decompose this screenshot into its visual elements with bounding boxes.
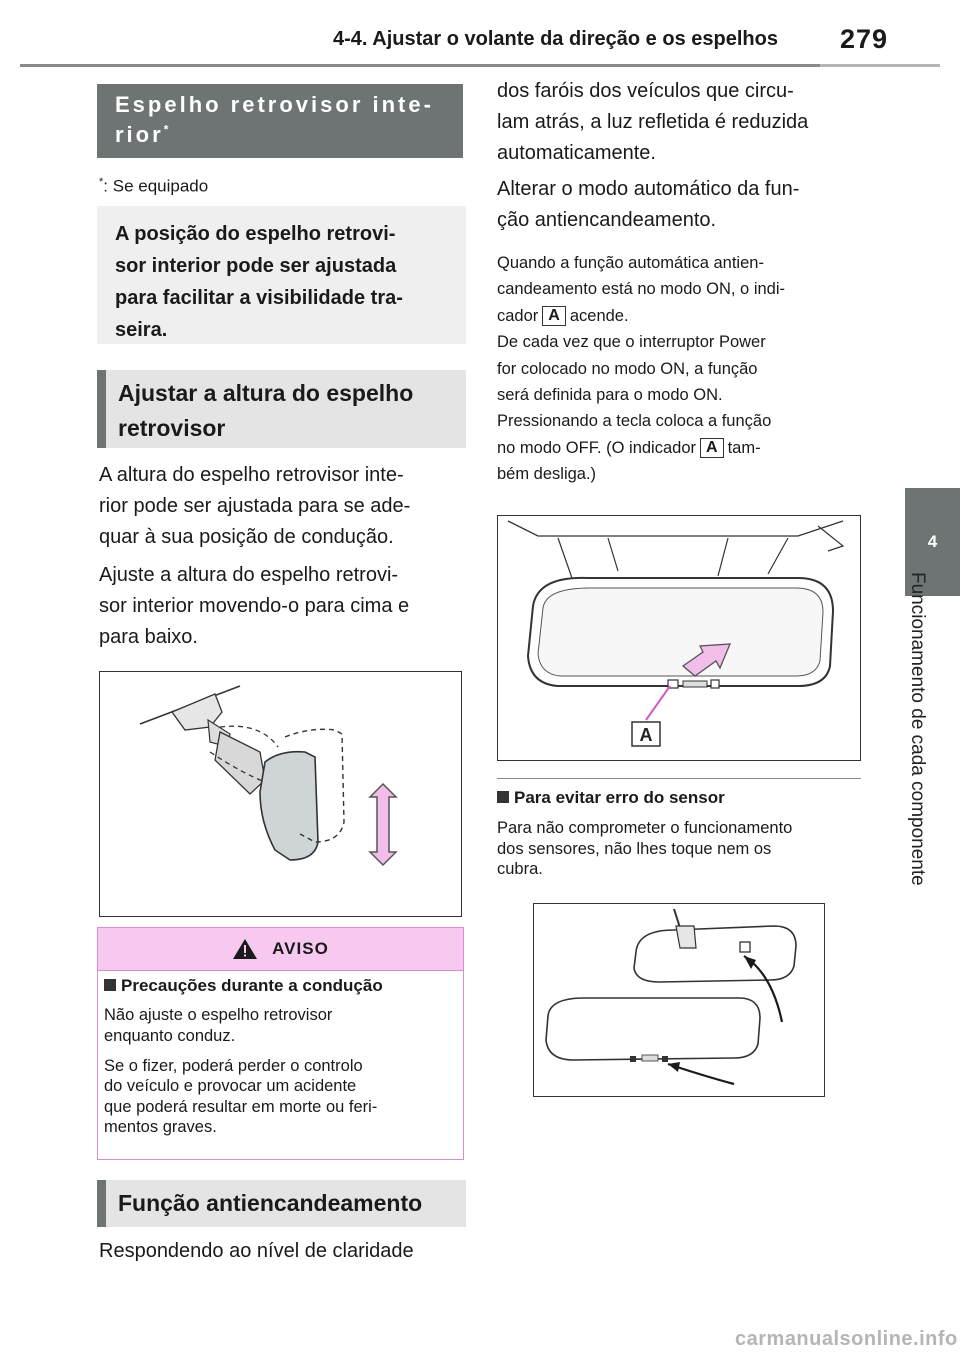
- sensor-heading-text: Para evitar erro do sensor: [514, 788, 725, 807]
- warning-title: AVISO: [272, 939, 329, 958]
- square-bullet-icon: [104, 979, 116, 991]
- main-heading-line2: rior: [115, 121, 164, 147]
- note-line: no modo OFF. (O indicador: [497, 438, 696, 457]
- paragraph-line: lam atrás, a luz refletida é reduzida: [497, 111, 809, 133]
- height-heading-line: retrovisor: [118, 414, 226, 441]
- paragraph-line: Ajuste a altura do espelho retrovi-: [99, 564, 399, 586]
- paragraph-line: automaticamente.: [497, 142, 656, 164]
- sensor-heading: [497, 788, 725, 808]
- section-divider: [497, 778, 861, 779]
- note-line: acende.: [569, 306, 629, 325]
- note-line: for colocado no modo ON, a função: [497, 359, 758, 378]
- footnote: [99, 176, 208, 197]
- warning-line: Não ajuste o espelho retrovisor: [104, 1006, 333, 1025]
- height-heading-line: Ajustar a altura do espelho: [118, 380, 414, 406]
- paragraph-line: sor interior movendo-o para cima e: [99, 595, 410, 617]
- footnote-mark: *: [99, 176, 104, 188]
- warning-line: que poderá resultar em morte ou feri-: [104, 1097, 378, 1116]
- summary-line: para facilitar a visibilidade tra-: [115, 287, 403, 309]
- paragraph-line: ção antiencandeamento.: [497, 209, 717, 231]
- page-number: 279: [840, 24, 889, 54]
- section-title: 4-4. Ajustar o volante da direção e os espelhos: [333, 28, 778, 50]
- header-rule: [20, 64, 820, 67]
- warning-box: [97, 927, 464, 1160]
- height-paragraph-2: [99, 560, 469, 653]
- note-line: candeamento está no modo ON, o indi-: [497, 280, 786, 299]
- main-heading-mark: *: [163, 122, 172, 137]
- sensor-text: [497, 818, 867, 880]
- note-line: tam-: [727, 438, 761, 457]
- indicator-label: A: [700, 438, 724, 458]
- anti-glare-heading: Função antiencandeamento: [97, 1180, 466, 1227]
- header-rule-secondary: [820, 64, 940, 67]
- anti-glare-mirror-figure: [497, 515, 861, 761]
- anti-glare-mirror-illustration: [498, 516, 859, 759]
- mirror-height-illustration: [100, 672, 460, 915]
- indicator-label: A: [542, 306, 566, 326]
- warning-line: enquanto conduz.: [104, 1026, 236, 1045]
- figure-label-a: A: [639, 725, 653, 745]
- sensor-line: dos sensores, não lhes toque nem os: [497, 839, 772, 858]
- warning-subheading-text: Precauções durante a condução: [121, 976, 383, 995]
- paragraph-line: Alterar o modo automático da fun-: [497, 178, 800, 200]
- note-line: Quando a função automática antien-: [497, 254, 764, 272]
- sensor-figure: [533, 903, 825, 1097]
- paragraph-line: rior pode ser ajustada para se ade-: [99, 495, 411, 517]
- sensor-illustration: [534, 904, 823, 1095]
- warning-paragraph-2: [104, 1056, 457, 1139]
- chapter-number: 4: [927, 532, 938, 551]
- height-heading: [97, 370, 466, 448]
- continuation-paragraph: [497, 76, 867, 169]
- summary-line: A posição do espelho retrovi-: [115, 223, 396, 245]
- mirror-height-figure: [99, 671, 462, 917]
- main-heading-line1: Espelho retrovisor inte-: [115, 92, 434, 117]
- warning-line: do veículo e provocar um acidente: [104, 1077, 357, 1096]
- paragraph-line: para baixo.: [99, 626, 198, 648]
- footnote-text: : Se equipado: [103, 176, 209, 196]
- square-bullet-icon: [497, 791, 509, 803]
- watermark: carmanualsonline.info: [735, 1328, 958, 1350]
- change-mode-paragraph: [497, 174, 867, 236]
- paragraph-line: quar à sua posição de condução.: [99, 526, 394, 548]
- warning-body: [98, 971, 463, 1151]
- chapter-title-vertical: Funcionamento de cada componente: [907, 572, 928, 886]
- warning-header: [98, 928, 463, 971]
- anti-glare-start: Respondendo ao nível de claridade: [99, 1240, 414, 1262]
- note-line: bém desliga.): [497, 465, 597, 484]
- note-line: cador: [497, 306, 539, 325]
- note-line: De cada vez que o interruptor Power: [497, 333, 766, 352]
- main-heading: [97, 84, 463, 158]
- warning-paragraph-1: [104, 1005, 457, 1046]
- height-paragraph-1: [99, 460, 469, 553]
- warning-line: mentos graves.: [104, 1118, 217, 1137]
- note-line: Pressionando a tecla coloca a função: [497, 412, 772, 431]
- note-line: será definida para o modo ON.: [497, 385, 723, 404]
- summary-line: seira.: [115, 319, 168, 341]
- paragraph-line: dos faróis dos veículos que circu-: [497, 80, 794, 102]
- summary-box: [97, 206, 466, 344]
- summary-line: sor interior pode ser ajustada: [115, 255, 397, 277]
- sensor-line: cubra.: [497, 860, 543, 879]
- sensor-line: Para não comprometer o funcionamento: [497, 819, 793, 837]
- warning-line: Se o fizer, poderá perder o controlo: [104, 1056, 363, 1075]
- paragraph-line: A altura do espelho retrovisor inte-: [99, 464, 404, 486]
- warning-triangle-icon: [232, 938, 258, 960]
- anti-glare-note: [497, 250, 867, 488]
- warning-subheading: [104, 975, 457, 996]
